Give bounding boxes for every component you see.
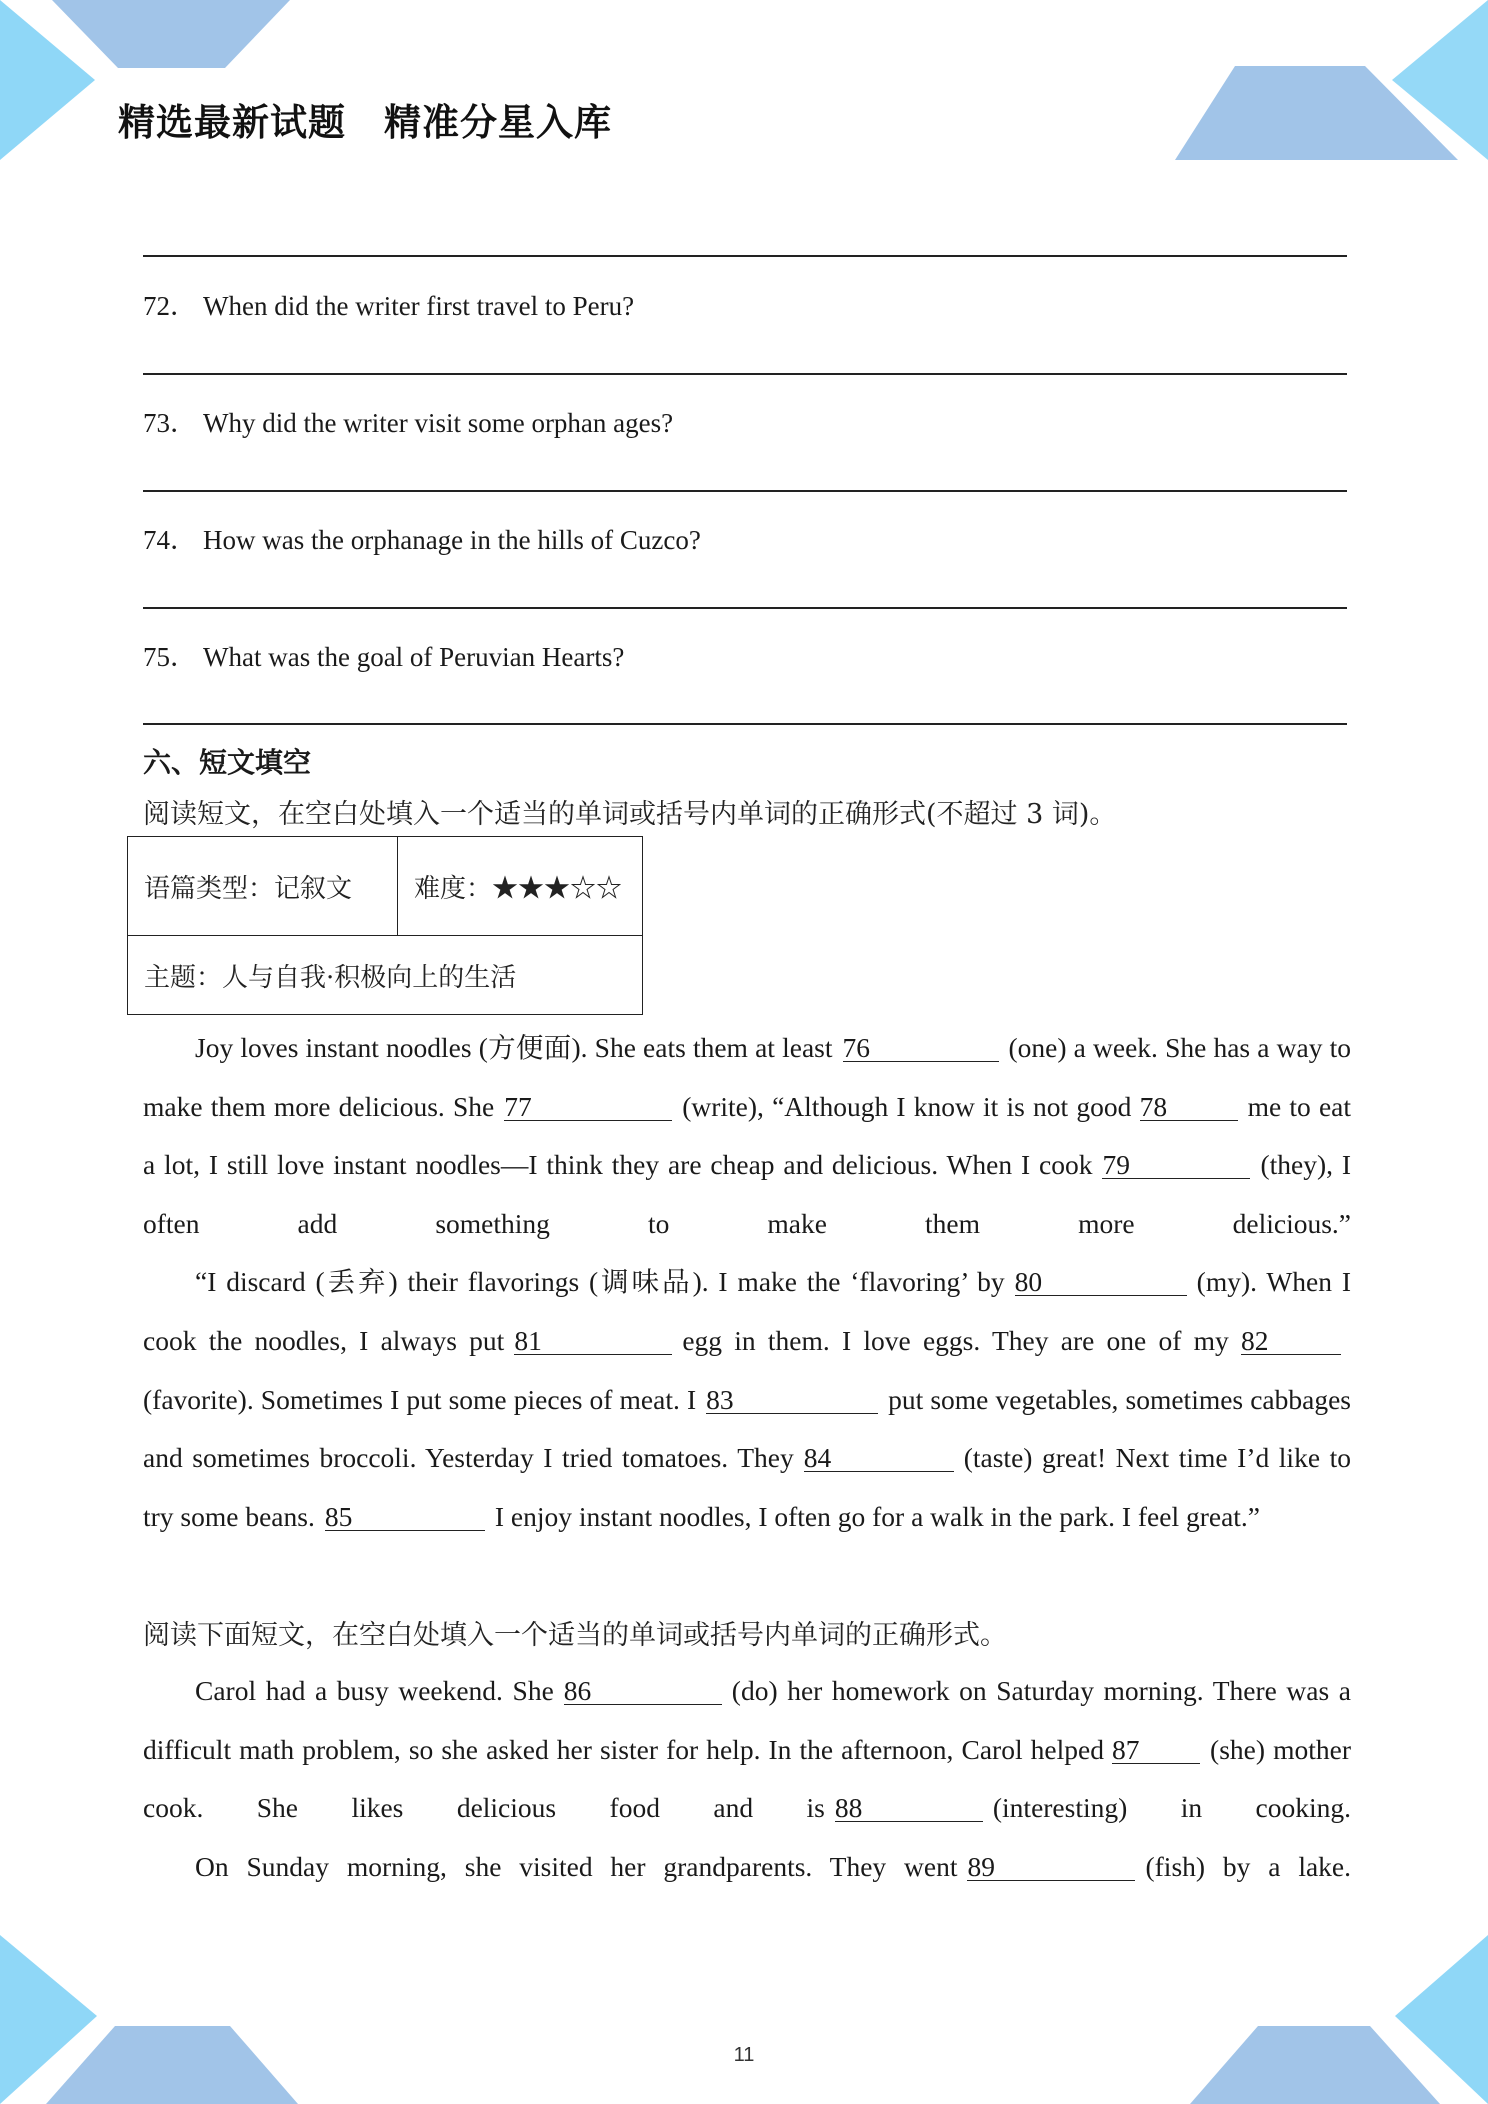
question-74 [143, 518, 701, 557]
blank-83[interactable]: 83 [706, 1387, 878, 1414]
question-text: Why did the writer visit some orphan ages? [203, 408, 674, 438]
passage-text: (write), “Although I know it is not good [682, 1090, 1132, 1122]
passage-text: “I discard (丢弃) their flavorings (调味品). I make the ‘flavoring’ by [195, 1266, 1005, 1298]
question-text: When did the writer first travel to Peru? [203, 291, 635, 321]
page-number: 11 [733, 2044, 755, 2066]
passage-text: (interesting) in cooking. [992, 1792, 1352, 1824]
answer-line [143, 490, 1347, 492]
passage-2 [143, 1662, 1351, 1896]
paragraph [143, 1019, 1351, 1253]
question-number: 73． [143, 408, 197, 438]
instruction-2: 阅读下面短文，在空白处填入一个适当的单词或括号内单词的正确形式。 [143, 1620, 1007, 1651]
passage-text: egg in them. I love eggs. They are one of my [682, 1324, 1229, 1356]
blank-79[interactable]: 79 [1102, 1152, 1250, 1179]
passage-text: (they), I often add something to make them more delicious.” [143, 1149, 1352, 1239]
blank-88[interactable]: 88 [835, 1795, 983, 1822]
blank-84[interactable]: 84 [804, 1445, 954, 1472]
section-instruction: 阅读短文，在空白处填入一个适当的单词或括号内单词的正确形式(不超过 3 词)。 [143, 799, 1117, 830]
blank-76[interactable]: 76 [843, 1035, 999, 1062]
blank-86[interactable]: 86 [564, 1678, 722, 1705]
paragraph [143, 1253, 1351, 1546]
passage-text: (favorite). Sometimes I put some pieces of meat. I [143, 1383, 697, 1415]
answer-line [143, 255, 1347, 257]
question-72 [143, 284, 634, 323]
passage-text: (fish) by a lake. [1145, 1850, 1351, 1882]
passage-text: (taste) great! Next time I’d like to try some beans. [143, 1442, 1351, 1532]
question-73 [143, 401, 673, 440]
answer-line [143, 607, 1347, 609]
question-text: How was the orphanage in the hills of Cuzco? [203, 525, 701, 555]
theme-cell: 主题：人与自我·积极向上的生活 [128, 936, 643, 1015]
passage-text: Joy loves instant noodles (方便面). She eats them at least [195, 1032, 833, 1063]
header-title: 精选最新试题 精准分星入库 [118, 101, 612, 144]
passage-text: On Sunday morning, she visited her grandparents. They went [195, 1850, 958, 1882]
blank-77[interactable]: 77 [504, 1094, 672, 1121]
passage-text: put some vegetables, sometimes cabbages and sometimes broccoli. Yesterday I tried tomatoes. They [143, 1383, 1352, 1474]
passage-text: (one) a week. She has a way to make them more delicious. She [143, 1032, 1351, 1122]
genre-cell: 语篇类型：记叙文 [128, 837, 398, 936]
passage-text: (my). When I cook the noodles, I always put [143, 1266, 1351, 1356]
passage-text: me to eat a lot, I still love instant noodles—I think they are cheap and delicious. When I cook [143, 1090, 1352, 1181]
blank-78[interactable]: 78 [1140, 1094, 1238, 1121]
question-text: What was the goal of Peruvian Hearts? [203, 642, 625, 672]
blank-82[interactable]: 82 [1241, 1328, 1341, 1355]
passage-text: (she) mother cook. She likes delicious food and is [143, 1733, 1351, 1824]
passage-text: (do) her homework on Saturday morning. There was a difficult math problem, so she asked her sister for help. In the afternoon, Carol helped [143, 1675, 1351, 1765]
top-left-trapezoid-shape [52, 0, 290, 68]
difficulty-cell: 难度：★★★☆☆ [398, 837, 643, 936]
paragraph [143, 1838, 1351, 1897]
section-heading: 六、短文填空 [143, 746, 312, 779]
answer-line [143, 373, 1347, 375]
blank-85[interactable]: 85 [325, 1504, 485, 1531]
passage-text: I enjoy instant noodles, I often go for a walk in the park. I feel great.” [494, 1500, 1260, 1532]
question-number: 72． [143, 291, 197, 321]
passage-1 [143, 1019, 1351, 1546]
blank-81[interactable]: 81 [514, 1328, 672, 1355]
paragraph [143, 1662, 1351, 1838]
question-number: 75． [143, 642, 197, 672]
blank-80[interactable]: 80 [1015, 1269, 1187, 1296]
blank-89[interactable]: 89 [967, 1854, 1135, 1881]
question-75 [143, 635, 624, 674]
passage-info-table [127, 836, 643, 1015]
answer-line [143, 723, 1347, 725]
question-number: 74． [143, 525, 197, 555]
passage-text: Carol had a busy weekend. She [195, 1675, 554, 1706]
blank-87[interactable]: 87 [1112, 1737, 1200, 1764]
